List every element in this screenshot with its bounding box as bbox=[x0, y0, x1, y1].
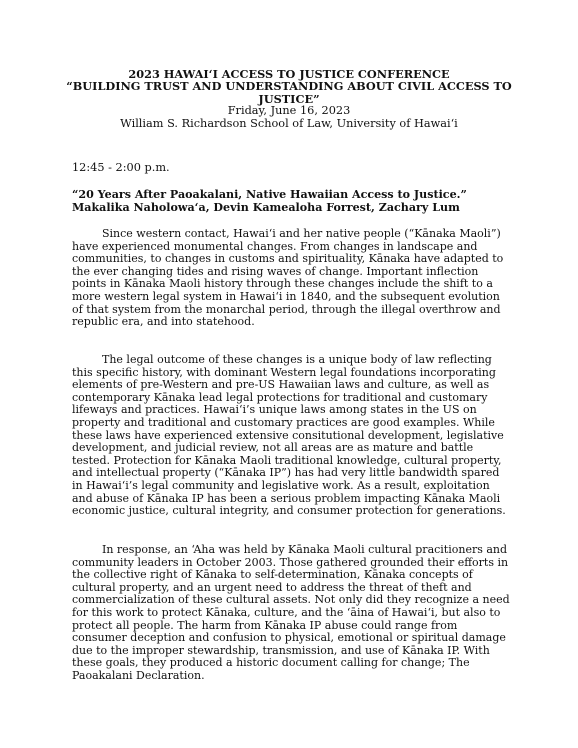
body-paragraph-1: Since western contact, Hawaiʻi and her native people (“Kānaka Maoli”) have experienced monumental changes. From changes in landscape and communities, to changes in customs and spirituality, Kānaka have adapted to the ever changing tides and rising waves of change. Important inflection points in Kānaka Maoli history through these changes include the shift to a more western legal system in Hawaiʻi in 1840, and the subsequent evolution of that system from the monarchal period, through the illegal overthrow and republic era, and into statehood. bbox=[72, 227, 504, 329]
session-speakers: Makalika Naholowaʻa, Devin Kamealoha Forrest, Zachary Lum bbox=[72, 201, 460, 214]
body-paragraph-3: In response, an ʻAha was held by Kānaka Maoli cultural pracitioners and community leaders in October 2003. Those gathered grounded their efforts in the collective right of Kānaka to self-determination, Kānaka concepts of cultural property, and an urgent need to address the threat of theft and commercialization of these cultural assets. Not only did they recognize a need for this work to protect Kānaka, culture, and the ʻāina of Hawaiʻi, but also to protect all people. The harm from Kānaka IP abuse could range from consumer deception and confusion to physical, emotional or spiritual damage due to the improper stewardship, transmission, and use of Kānaka IP. With these goals, they produced a historic document calling for change; The Paoakalani Declaration. bbox=[72, 543, 510, 682]
conference-date: Friday, June 16, 2023 bbox=[227, 104, 351, 118]
body-paragraph-2: The legal outcome of these changes is a unique body of law reflecting this specific history, with dominant Western legal foundations incorporating elements of pre-Western and pre-US Hawaiian laws and culture, as well as contemporary Kānaka lead legal protections for traditional and customary lifeways and practices. Hawaiʻi’s unique laws among states in the US on property and traditional and customary practices are good examples. While these laws have experienced extensive consitutional development, legislative development, and judicial review, not all areas are as mature and battle tested. Protection for Kānaka Maoli traditional knowledge, cultural property, and intellectual property (“Kānaka IP”) has had very little bandwidth spared in Hawaiʻi’s legal community and legislative work. As a result, exploitation and abuse of Kānaka IP has been a serious problem impacting Kānaka Maoli economic justice, cultural integrity, and consumer protection for generations. bbox=[72, 353, 506, 518]
conference-header bbox=[60, 68, 518, 130]
conference-theme: “BUILDING TRUST AND UNDERSTANDING ABOUT CIVIL ACCESS TO JUSTICE” bbox=[66, 79, 512, 106]
session-title: “20 Years After Paoakalani, Native Hawaiian Access to Justice.” bbox=[72, 188, 467, 201]
session-heading bbox=[72, 188, 532, 214]
session-time: 12:45 - 2:00 p.m. bbox=[72, 161, 170, 174]
conference-title: 2023 HAWAIʻI ACCESS TO JUSTICE CONFERENCE bbox=[128, 67, 450, 81]
conference-venue: William S. Richardson School of Law, University of Hawaiʻi bbox=[120, 116, 458, 130]
